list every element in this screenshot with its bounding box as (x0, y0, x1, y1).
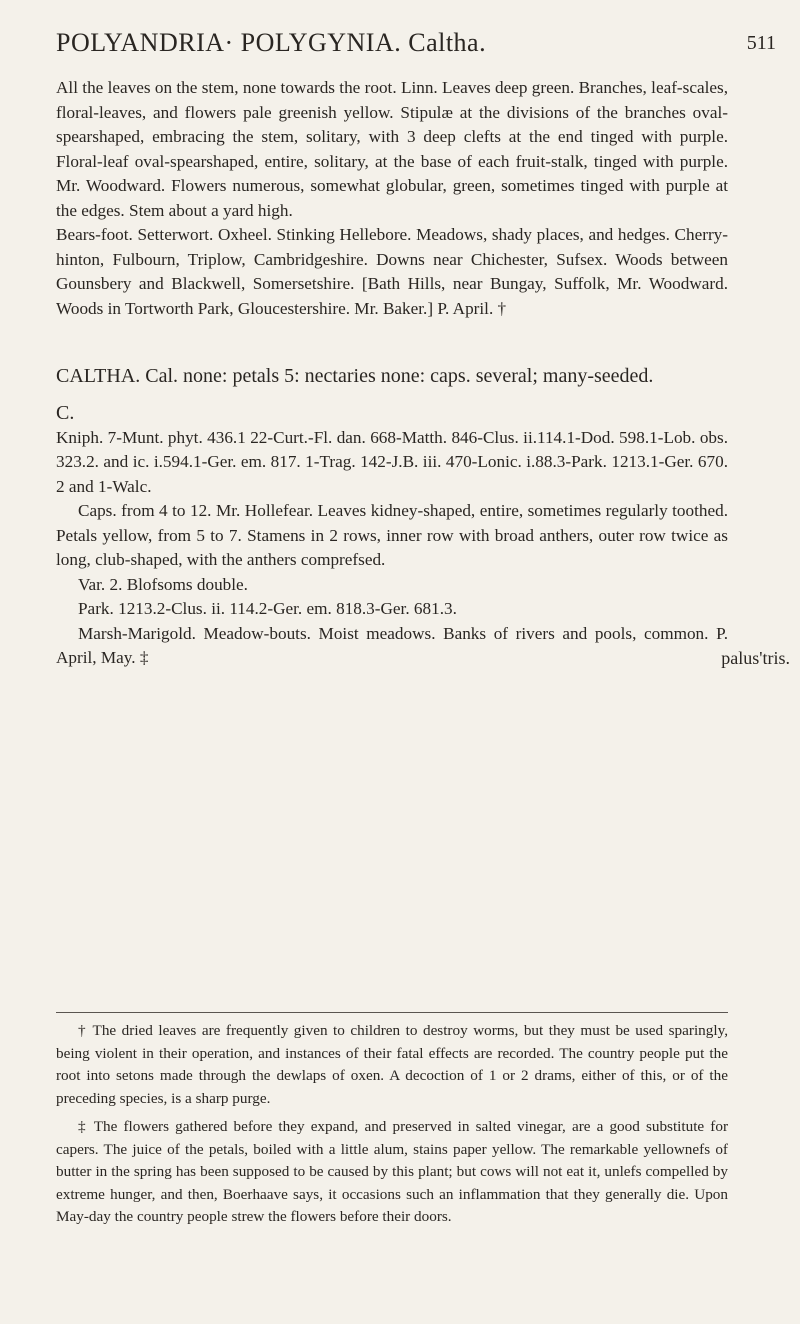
habitat-paragraph (56, 622, 728, 671)
flowering-note: P. April. † (437, 298, 507, 318)
footnote-divider (56, 1012, 728, 1013)
footnote-1: † The dried leaves are frequently given to children to destroy worms, but they must be used sparingly, being violent in their operation, and instances of their fatal effects are recorded. The country people put the root into setons made through the dewlaps of oxen. A decoction of 1 or 2 drams, either of this, or of the preceding species, is a sharp purge. (56, 1022, 728, 1107)
footnote-2: ‡ The flowers gathered before they expand, and preserved in salted vinegar, are a good substitute for capers. The juice of the petals, boiled with a little alum, stains paper yellow. The remarkable yellownefs of butter in the spring has been supposed to be caused by this plant; but cows will not eat it, unlefs compelled by extreme hunger, and then, Boerhaave says, it occasions such an inflammation that they generally die. Upon May-day the country people strew the flowers before their doors. (56, 1118, 728, 1225)
running-head: POLYANDRIA· POLYGYNIA. Caltha. (56, 28, 487, 57)
footnotes (56, 1020, 728, 1235)
genus-abbreviation: C. (56, 402, 75, 424)
margin-species-name: palus'tris. (721, 648, 790, 668)
species-description: Caps. from 4 to 12. Mr. Hollefear. Leaves kidney-shaped, entire, sometimes regularly toothed. Petals yellow, from 5 to 7. Stamens in 2 rows, inner row with broad anthers, outer row twice as long, club-shaped, with the anthers comprefsed. (56, 501, 728, 569)
common-names-paragraph (56, 223, 728, 321)
description-paragraph: All the leaves on the stem, none towards the root. Linn. Leaves deep green. Branches, leaf-scales, floral-leaves, and flowers pale greenish yellow. Stipulæ at the divisions of the branches oval-spearshaped, embracing the stem, solitary, with 3 deep clefts at the end tinged with purple. Floral-leaf oval-spearshaped, entire, solitary, at the base of each fruit-stalk, tinged with purple. Mr. Woodward. Flowers numerous, somewhat globular, green, sometimes tinged with purple at the edges. Stem about a yard high. (56, 78, 728, 220)
habitat-text: Marsh-Marigold. Meadow-bouts. Moist meadows. Banks of rivers and pools, common. (78, 623, 709, 643)
page-number: 511 (746, 32, 776, 54)
page-header (0, 28, 800, 68)
common-names-text: Bears-foot. Setterwort. Oxheel. Stinking Hellebore. Meadows, shady places, and hedges. Cherry-hinton, Fulbourn, Triplow, Cambridgeshire. Downs near Chichester, Sufsex. Woods between Gounsbery and Blackwell, Somersetshire. [Bath Hills, near Bungay, Suffolk, Mr. Woodward. Woods in Tortworth Park, Gloucestershire. Mr. Baker.] (56, 225, 728, 318)
flowering-note-2: P. April, May. ‡ (56, 623, 729, 667)
variety-references: Park. 1213.2-Clus. ii. 114.2-Ger. em. 818.3-Ger. 681.3. (78, 599, 457, 618)
body-text (56, 76, 728, 671)
genus-heading: CALTHA. Cal. none: petals 5: nectaries none: caps. several; many-seeded. (56, 365, 654, 387)
variety-note: Var. 2. Blofsoms double. (78, 574, 248, 594)
references: Kniph. 7-Munt. phyt. 436.1 22-Curt.-Fl. dan. 668-Matth. 846-Clus. ii.114.1-Dod. 598.1-Lob. obs. 323.2. and ic. i.594.1-Ger. em. 817. 1-Trag. 142-J.B. iii. 470-Lonic. i.88.3-Park. 1213.1-Ger. 670. 2 and 1-Walc. (56, 427, 728, 496)
